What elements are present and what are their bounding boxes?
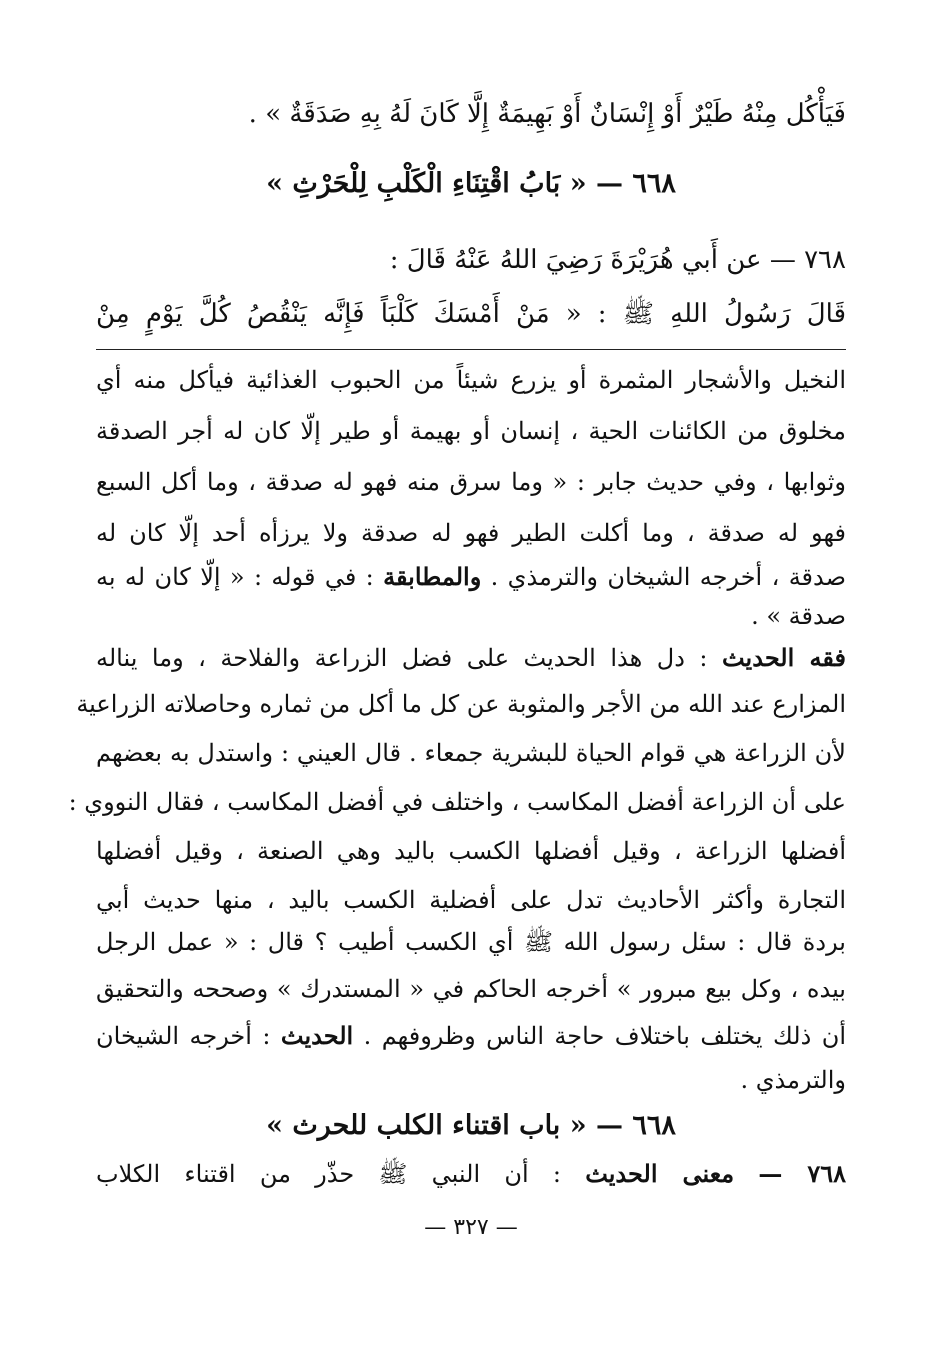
hadith-text-line: قَالَ رَسُولُ اللهِ ﷺ : « مَنْ أَمْسَكَ كَلْبَاً فَإِنَّه يَنْقُصُ كُلَّ يَوْمٍ مِنْ: [96, 299, 846, 329]
meaning-number: ٧٦٨ —: [758, 1159, 846, 1188]
chapter-title-commentary: ٦٦٨ — « باب اقتناء الكلب للحرث »: [266, 1110, 676, 1141]
commentary-text: : أخرجه الشيخان: [96, 1022, 271, 1050]
commentary-line: على أن الزراعة أفضل المكاسب ، واختلف في أفضل المكاسب ، فقال النووي :: [68, 788, 846, 816]
commentary-line: [96, 634, 846, 682]
commentary-line: لأن الزراعة هي قوام الحياة للبشرية جمعاء . قال العيني : واستدل به بعضهم: [96, 739, 846, 767]
commentary-line: المزارع عند الله من الأجر والمثوبة عن كل ما أكل من ثماره وحاصلاته الزراعية: [76, 690, 846, 718]
commentary-line: بردة قال : سئل رسول الله ﷺ أي الكسب أطيب ؟ قال : « عمل الرجل: [96, 928, 846, 956]
separator-rule: [96, 349, 846, 350]
commentary-text: أن ذلك يختلف باختلاف حاجة الناس وظروفهم .: [363, 1022, 846, 1050]
commentary-line: صدقة » .: [751, 602, 846, 630]
commentary-line: أفضلها الزراعة ، وقيل أفضلها الكسب باليد وهي الصنعة ، وقيل أفضلها: [96, 837, 846, 865]
hadith-intro: ٧٦٨ — عن أَبي هُرَيْرَةَ رَضِيَ اللهُ عَنْهُ قَالَ :: [389, 245, 846, 275]
commentary-line: فهو له صدقة ، وما أكلت الطير فهو له صدقة ولا يرزأه أحد إلّا كان له: [96, 519, 846, 547]
commentary-line: النخيل والأشجار المثمرة أو يزرع شيئاً من الحبوب الغذائية فيأكل منه أي: [96, 366, 846, 394]
matn-line-1: فَيَأْكُل مِنْهُ طَيْرٌ أَوْ إِنْسَانٌ أَوْ بَهِيمَةٌ إِلَّا كَانَ لَهُ بِهِ صَدَقَةٌ » .: [248, 99, 846, 129]
commentary-line: [96, 1012, 846, 1060]
hadith-label: الحديث: [280, 1021, 354, 1050]
meaning-label: معنى الحديث: [585, 1159, 735, 1188]
commentary-line: وثوابها ، وفي حديث جابر : « وما سرق منه فهو له صدقة ، وما أكل السبع: [96, 468, 846, 496]
commentary-line: مخلوق من الكائنات الحية ، إنسان أو بهيمة أو طير إلّا كان له أجر الصدقة: [96, 417, 846, 445]
mutabaqa-label: والمطابقة: [383, 562, 482, 591]
commentary-text: : أن النبي ﷺ حذّر من اقتناء الكلاب: [96, 1160, 561, 1188]
commentary-line: التجارة وأكثر الأحاديث تدل على أفضلية الكسب باليد ، منها حديث أبي: [96, 886, 846, 914]
commentary-line: بيده ، وكل بيع مبرور » أخرجه الحاكم في « المستدرك » وصححه والتحقيق: [96, 975, 846, 1003]
commentary-text: صدقة ، أخرجه الشيخان والترمذي .: [490, 563, 847, 591]
meaning-line: [96, 1150, 846, 1198]
fiqh-label: فقه الحديث: [721, 643, 846, 672]
commentary-line: والترمذي .: [740, 1066, 846, 1094]
page-number: — ٣٢٧ —: [424, 1215, 518, 1240]
commentary-text: : في قوله : « إلّا كان له به: [96, 563, 374, 591]
commentary-text: : دل هذا الحديث على فضل الزراعة والفلاحة ، وما يناله: [96, 644, 708, 672]
chapter-title: ٦٦٨ — « بَابُ اقْتِنَاءِ الْكَلْبِ لِلْحَرْثِ »: [266, 168, 676, 199]
